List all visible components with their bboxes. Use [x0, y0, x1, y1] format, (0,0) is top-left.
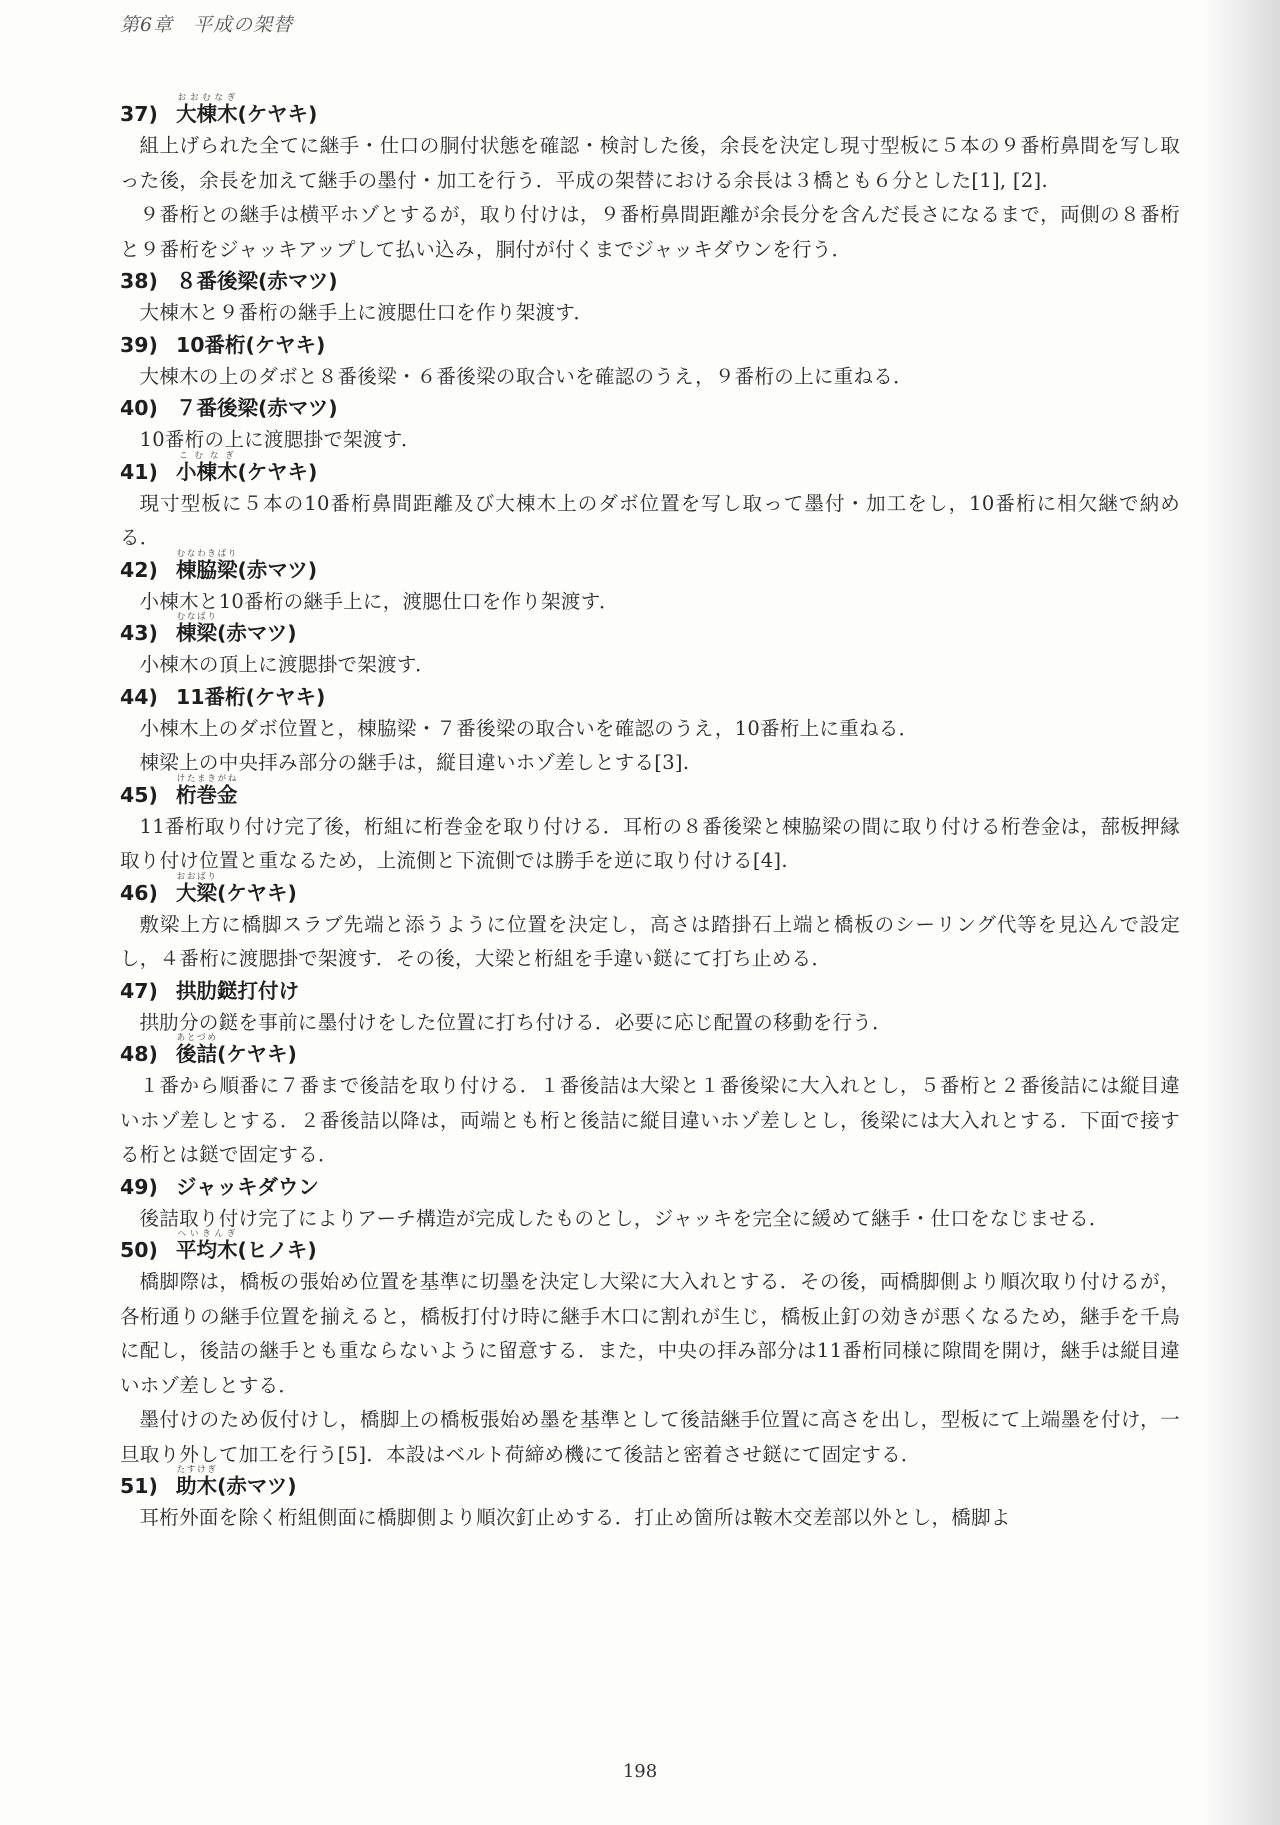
furigana-reading: あとづめ — [176, 1033, 217, 1043]
page-binding-shadow — [1200, 0, 1280, 1825]
item-number: 42) — [120, 557, 158, 582]
item-number: 48) — [120, 1042, 158, 1066]
item-title — [176, 774, 238, 810]
body-paragraph: 小棟木と10番桁の継手上に，渡腮仕口を作り架渡す． — [139, 589, 619, 613]
item-number: 43) — [120, 621, 158, 645]
body-paragraph: 後詰取り付け完了によりアーチ構造が完成したものとし，ジャッキを完全に緩めて継手・仕口をなじませる． — [139, 1206, 1109, 1230]
running-head: 第6章 平成の架替 — [120, 14, 294, 36]
item-number: 50) — [120, 1238, 158, 1262]
item-title — [176, 1229, 317, 1265]
furigana-reading: むなわきばり — [176, 548, 238, 559]
furigana-reading: おおむなぎ — [176, 93, 238, 103]
body-paragraph: 棟梁上の中央拝み部分の継手は，縦目違いホゾ差しとする[3]. — [139, 751, 690, 774]
item-number: 41) — [120, 459, 158, 484]
item-heading — [120, 1229, 1180, 1265]
section-item — [120, 1229, 1180, 1472]
title-term-with-reading: 大梁おおばり — [176, 871, 217, 905]
title-term-with-reading: 平均木へいきんぎ — [176, 1229, 238, 1262]
item-number: 38) — [120, 269, 158, 293]
item-title — [176, 451, 317, 487]
title-text: (ケヤキ) — [217, 880, 297, 905]
item-heading — [120, 773, 1180, 810]
title-term-with-reading: 棟梁むなばり — [176, 612, 217, 645]
section-item — [120, 548, 1180, 620]
section-item — [120, 267, 1180, 331]
body-paragraph: ９番桁との継手は横平ホゾとするが，取り付けは，９番桁鼻間距離が余長分を含んだ長さになるまで，両側の８番桁と９番桁をジャッキアップして払い込み，胴付が付くまでジャッキダウンを行う． — [120, 203, 1180, 261]
section-item — [120, 977, 1180, 1041]
item-number: 37) — [120, 102, 158, 126]
title-text: 11番桁(ケヤキ) — [176, 684, 326, 709]
body-paragraph: 大棟木と９番桁の継手上に渡腮仕口を作り架渡す． — [139, 301, 594, 324]
body-paragraph: 敷梁上方に橋脚スラブ先端と添うように位置を決定し，高さは踏掛石上端と橋板のシーリング代等を見込んで設定し，４番桁に渡腮掛で架渡す．その後，大梁と桁組を手違い鎹にて打ち止める． — [120, 912, 1180, 970]
title-text: ジャッキダウン — [176, 1174, 319, 1199]
main-text — [120, 93, 1180, 1536]
item-title — [176, 394, 338, 423]
body-paragraph: 耳桁外面を除く桁組側面に橋脚側より順次釘止めする．打止め箇所は鞍木交差部以外とし，橋脚よ — [139, 1506, 1011, 1529]
body-paragraph: 小棟木上のダボ位置と，棟脇梁・７番後梁の取合いを確認のうえ，10番桁上に重ねる． — [139, 716, 919, 740]
item-heading — [120, 977, 1180, 1006]
item-number: 51) — [120, 1474, 158, 1498]
title-text: 拱肋鎹打付け — [176, 978, 299, 1003]
title-term-with-reading: 桁巻金けたまきがね — [176, 773, 238, 807]
body-paragraph: 10番桁の上に渡腮掛で架渡す． — [139, 428, 421, 451]
item-number: 40) — [120, 396, 158, 420]
title-text: (ケヤキ) — [217, 1042, 297, 1066]
title-text: (赤マツ) — [237, 557, 318, 582]
furigana-reading: たすけぎ — [176, 1465, 217, 1475]
section-item — [120, 1465, 1180, 1536]
item-number: 46) — [120, 880, 158, 905]
title-text: (赤マツ) — [217, 1474, 297, 1498]
item-title — [176, 1033, 297, 1069]
title-term-with-reading: 助木たすけぎ — [176, 1465, 217, 1498]
title-text: 10番桁(ケヤキ) — [176, 332, 326, 357]
body-paragraph: 橋脚際は，橋板の張始め位置を基準に切墨を決定し大梁に大入れとする．その後，両橋脚側より順次取り付けるが，各桁通りの継手位置を揃えると，橋板打付け時に継手木口に割れが生じ，橋板止釘の効きが悪くなるため，継手を千鳥に配し，後詰の継手とも重ならないように留意する．また，中央の拝み部分は11番桁同様に隙間を開け，継手は縦目違いホゾ差しとする． — [120, 1270, 1180, 1397]
item-title — [176, 612, 297, 648]
section-item — [120, 683, 1180, 781]
item-heading — [120, 612, 1180, 648]
section-item — [120, 394, 1180, 458]
item-title — [176, 872, 297, 908]
item-heading — [120, 1033, 1180, 1069]
title-text: (ケヤキ) — [237, 102, 318, 126]
item-number: 44) — [120, 684, 158, 709]
item-number: 49) — [120, 1174, 158, 1199]
title-term-with-reading: 大棟木おおむなぎ — [176, 93, 238, 126]
title-text: (ヒノキ) — [237, 1238, 317, 1262]
title-text: (ケヤキ) — [237, 459, 318, 484]
section-item — [120, 93, 1180, 267]
page-number: 198 — [622, 1761, 658, 1782]
title-term-with-reading: 棟脇梁むなわきばり — [176, 548, 238, 582]
section-item — [120, 450, 1180, 556]
body-paragraph: 小棟木の頂上に渡腮掛で架渡す． — [139, 653, 435, 676]
item-title — [176, 1465, 297, 1501]
item-heading — [120, 871, 1180, 908]
item-heading — [120, 1173, 1180, 1202]
item-heading — [120, 1465, 1180, 1501]
section-item — [120, 1033, 1180, 1173]
item-title — [176, 331, 325, 360]
body-paragraph: 大棟木の上のダボと８番後梁・６番後梁の取合いを確認のうえ，９番桁の上に重ねる． — [139, 364, 913, 388]
item-number: 45) — [120, 782, 158, 807]
item-heading — [120, 683, 1180, 712]
item-number: 47) — [120, 978, 158, 1003]
title-text: ８番後梁(赤マツ) — [176, 269, 338, 293]
furigana-reading: へいきんぎ — [176, 1229, 238, 1239]
title-term-with-reading: 小棟木こむなぎ — [176, 450, 238, 484]
item-heading — [120, 267, 1180, 296]
furigana-reading: こむなぎ — [176, 450, 238, 461]
item-heading — [120, 93, 1180, 129]
item-title — [176, 977, 299, 1006]
title-text: (赤マツ) — [217, 621, 297, 645]
body-paragraph: 拱肋分の鎹を事前に墨付けをした位置に打ち付ける．必要に応じ配置の移動を行う． — [139, 1010, 892, 1034]
item-title — [176, 549, 317, 585]
item-title — [176, 93, 317, 129]
section-item — [120, 1173, 1180, 1237]
item-title — [176, 683, 325, 712]
item-title — [176, 267, 338, 296]
section-item — [120, 773, 1180, 879]
furigana-reading: おおばり — [176, 871, 217, 882]
item-heading — [120, 394, 1180, 423]
item-number: 39) — [120, 332, 158, 357]
section-item — [120, 871, 1180, 977]
title-term-with-reading: 後詰あとづめ — [176, 1033, 217, 1066]
body-paragraph: 墨付けのため仮付けし，橋脚上の橋板張始め墨を基準として後詰継手位置に高さを出し，型板にて上端墨を付け，一旦取り外して加工を行う[5]．本設はベルト荷締め機にて後詰と密着させ鎹にて固定する． — [120, 1408, 1180, 1466]
furigana-reading: むなばり — [176, 612, 217, 622]
item-heading — [120, 450, 1180, 487]
item-heading — [120, 548, 1180, 585]
furigana-reading: けたまきがね — [176, 773, 238, 784]
item-heading — [120, 331, 1180, 360]
section-item — [120, 331, 1180, 395]
body-paragraph: １番から順番に７番まで後詰を取り付ける．１番後詰は大梁と１番後梁に大入れとし，５番桁と２番後詰には縦目違いホゾ差しとする．２番後詰以降は，両端とも桁と後詰に縦目違いホゾ差しとし，後梁には大入れとする．下面で接する桁とは鎹で固定する． — [120, 1074, 1180, 1166]
section-item — [120, 612, 1180, 683]
item-title — [176, 1173, 319, 1202]
body-paragraph: 現寸型板に５本の10番桁鼻間距離及び大棟木上のダボ位置を写し取って墨付・加工をし，10番桁に相欠継で納める． — [120, 491, 1180, 549]
body-paragraph: 組上げられた全てに継手・仕口の胴付状態を確認・検討した後，余長を決定し現寸型板に５本の９番桁鼻間を写し取った後，余長を加えて継手の墨付・加工を行う．平成の架替における余長は３橋とも６分とした[1], [2]. — [120, 134, 1180, 192]
title-text: ７番後梁(赤マツ) — [176, 396, 338, 420]
body-paragraph: 11番桁取り付け完了後，桁組に桁巻金を取り付ける．耳桁の８番後梁と棟脇梁の間に取り付ける桁巻金は，蔀板押縁取り付け位置と重なるため，上流側と下流側では勝手を逆に取り付ける[4]. — [120, 814, 1180, 872]
